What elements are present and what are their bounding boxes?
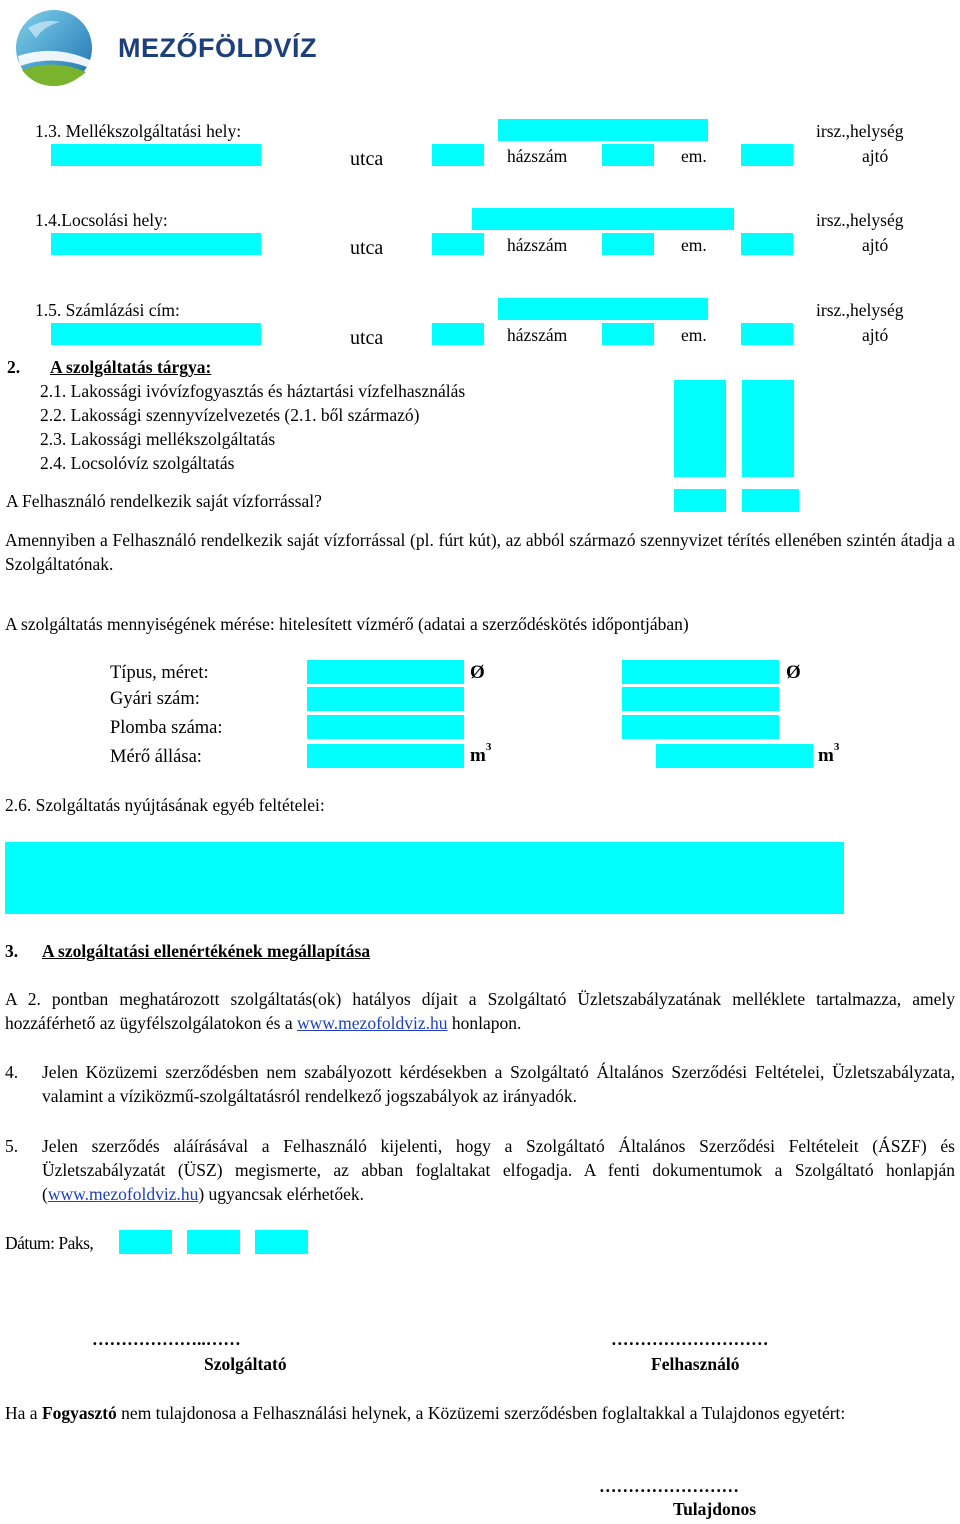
section-3-number: 3.: [5, 941, 19, 961]
owner-note: [5, 1401, 950, 1425]
street-label: utca: [350, 148, 384, 170]
section-3-text: [5, 987, 955, 1035]
meter-intro: A szolgáltatás mennyiségének mérése: hitelesített vízmérő (adatai a szerződéskötés időpontjában): [5, 614, 689, 634]
date-month-field[interactable]: [187, 1230, 240, 1254]
house-number-label: házszám: [507, 325, 568, 345]
meter2-type-field[interactable]: [622, 660, 779, 684]
street-type-field-1-3[interactable]: [432, 144, 484, 166]
unit-exponent: 3: [485, 741, 492, 753]
own-water-yes-field[interactable]: [674, 489, 726, 512]
zip-city-label: irsz.,helység: [816, 210, 904, 230]
meter2-reading-field[interactable]: [656, 744, 813, 768]
section-5-number: 5.: [5, 1136, 19, 1156]
date-year-field[interactable]: [119, 1230, 172, 1254]
user-signature-label: Felhasználó: [651, 1354, 740, 1374]
meter-row-label: Gyári szám:: [110, 689, 200, 709]
other-conditions-label: 2.6. Szolgáltatás nyújtásának egyéb feltételei:: [5, 795, 325, 815]
section-1-3-label: 1.3. Mellékszolgáltatási hely:: [35, 121, 242, 141]
meter2-seal-field[interactable]: [622, 715, 779, 739]
meter-row-label: Plomba száma:: [110, 718, 223, 738]
section-4-number: 4.: [5, 1062, 19, 1082]
user-signature-line: ………………………: [611, 1329, 769, 1349]
floor-label: em.: [681, 235, 707, 255]
section-4-text: Jelen Közüzemi szerződésben nem szabályozott kérdésekben a Szolgáltató Általános Szerződési Feltételei, Üzletszabályzata, valamint a víziközmű-szolgáltatásról rendelkező jogszabályok az irányadók.: [42, 1062, 955, 1106]
street-name-field-1-5[interactable]: [498, 298, 708, 320]
section-3-tail: honlapon.: [447, 1013, 522, 1033]
floor-field-1-4[interactable]: [741, 233, 793, 255]
zip-city-field-1-4[interactable]: [51, 233, 261, 255]
provider-signature-label: Szolgáltató: [204, 1354, 287, 1374]
section-3-title: A szolgáltatási ellenértékének megállapítása: [42, 941, 371, 961]
section-1-4-label: 1.4.Locsolási hely:: [35, 210, 168, 230]
house-number-field-1-4[interactable]: [602, 233, 654, 255]
own-water-question: A Felhasználó rendelkezik saját vízforrással?: [6, 491, 322, 511]
unit-base: m: [470, 745, 486, 766]
owner-note-post: nem tulajdonosa a Felhasználási helynek, a Közüzemi szerződésben foglaltakkal a Tulajdonos egyetért:: [116, 1403, 846, 1423]
unit-base: m: [818, 745, 834, 766]
service-item: 2.3. Lakossági mellékszolgáltatás: [40, 429, 276, 449]
section-3-body: A 2. pontban meghatározott szolgáltatás(ok) hatályos díjait a Szolgáltató Üzletszabályzatának melléklete tartalmazza, amely hozzáférhető az ügyfélszolgálatokon és a: [5, 989, 955, 1033]
service-item: 2.1. Lakossági ivóvízfogyasztás és háztartási vízfelhasználás: [40, 381, 466, 401]
section-2-number: 2.: [7, 357, 21, 377]
diameter-symbol: Ø: [470, 662, 485, 683]
website-link[interactable]: www.mezofoldviz.hu: [297, 1013, 448, 1033]
provider-signature-line: ………………..……: [92, 1329, 241, 1349]
section-2-title: A szolgáltatás tárgya:: [50, 357, 212, 377]
house-number-label: házszám: [507, 235, 568, 255]
logo-text: MEZŐFÖLDVÍZ: [118, 33, 317, 63]
section-5-body: Jelen szerződés aláírásával a Felhasználó kijelenti, hogy a Szolgáltató Általános Szerződési Feltételeit (ÁSZF) és Üzletszabályzatát (ÜSZ) megismerte, az abban foglaltakat elfogadja. A fenti dokumentumok a Szolgáltató honlapján (: [42, 1136, 955, 1204]
own-water-no-field[interactable]: [742, 489, 799, 512]
diameter-symbol: Ø: [786, 662, 801, 683]
service-checkbox-no-column[interactable]: [742, 380, 794, 477]
meter2-serial-field[interactable]: [622, 687, 779, 711]
zip-city-label: irsz.,helység: [816, 121, 904, 141]
zip-city-field-1-5[interactable]: [51, 323, 261, 345]
house-number-field-1-3[interactable]: [602, 144, 654, 166]
zip-city-field-1-3[interactable]: [51, 144, 261, 166]
other-conditions-textarea[interactable]: [5, 842, 844, 914]
service-item: 2.4. Locsolóvíz szolgáltatás: [40, 453, 235, 473]
section-1-5-label: 1.5. Számlázási cím:: [35, 300, 180, 320]
meter1-reading-field[interactable]: [307, 744, 464, 768]
zip-city-label: irsz.,helység: [816, 300, 904, 320]
meter1-unit: [470, 741, 492, 768]
own-water-text: Amennyiben a Felhasználó rendelkezik saját vízforrással (pl. fúrt kút), az abból származó szennyvizet térítés ellenében szintén átadja a Szolgáltatónak.: [5, 530, 955, 574]
house-number-field-1-5[interactable]: [602, 323, 654, 345]
meter1-serial-field[interactable]: [307, 687, 464, 711]
section-5-text: [42, 1134, 955, 1206]
floor-label: em.: [681, 325, 707, 345]
house-number-label: házszám: [507, 146, 568, 166]
logo-globe-icon: [14, 8, 94, 88]
meter1-type-field[interactable]: [307, 660, 464, 684]
street-name-field-1-4[interactable]: [472, 208, 734, 230]
street-label: utca: [350, 327, 384, 349]
street-label: utca: [350, 237, 384, 259]
street-type-field-1-5[interactable]: [432, 323, 484, 345]
section-5-tail: ) ugyancsak elérhetőek.: [198, 1184, 365, 1204]
owner-signature-line: ……………………: [599, 1476, 739, 1496]
date-label: Dátum: Paks,: [5, 1233, 94, 1253]
service-checkbox-yes-column[interactable]: [674, 380, 726, 477]
meter1-seal-field[interactable]: [307, 715, 464, 739]
website-link[interactable]: www.mezofoldviz.hu: [47, 1184, 199, 1204]
door-label: ajtó: [862, 146, 889, 166]
meter2-unit: [818, 741, 840, 768]
service-item: 2.2. Lakossági szennyvízelvezetés (2.1. ből származó): [40, 405, 420, 425]
street-type-field-1-4[interactable]: [432, 233, 484, 255]
floor-label: em.: [681, 146, 707, 166]
door-label: ajtó: [862, 235, 889, 255]
unit-exponent: 3: [833, 741, 840, 753]
meter-row-label: Mérő állása:: [110, 747, 202, 767]
date-day-field[interactable]: [255, 1230, 308, 1254]
meter-row-label: Típus, méret:: [110, 663, 209, 683]
owner-note-pre: Ha a: [5, 1403, 42, 1423]
floor-field-1-5[interactable]: [741, 323, 793, 345]
logo: [14, 8, 317, 88]
owner-signature-label: Tulajdonos: [673, 1499, 757, 1519]
floor-field-1-3[interactable]: [741, 144, 793, 166]
door-label: ajtó: [862, 325, 889, 345]
owner-note-bold: Fogyasztó: [41, 1403, 117, 1423]
street-name-field-1-3[interactable]: [498, 119, 708, 141]
